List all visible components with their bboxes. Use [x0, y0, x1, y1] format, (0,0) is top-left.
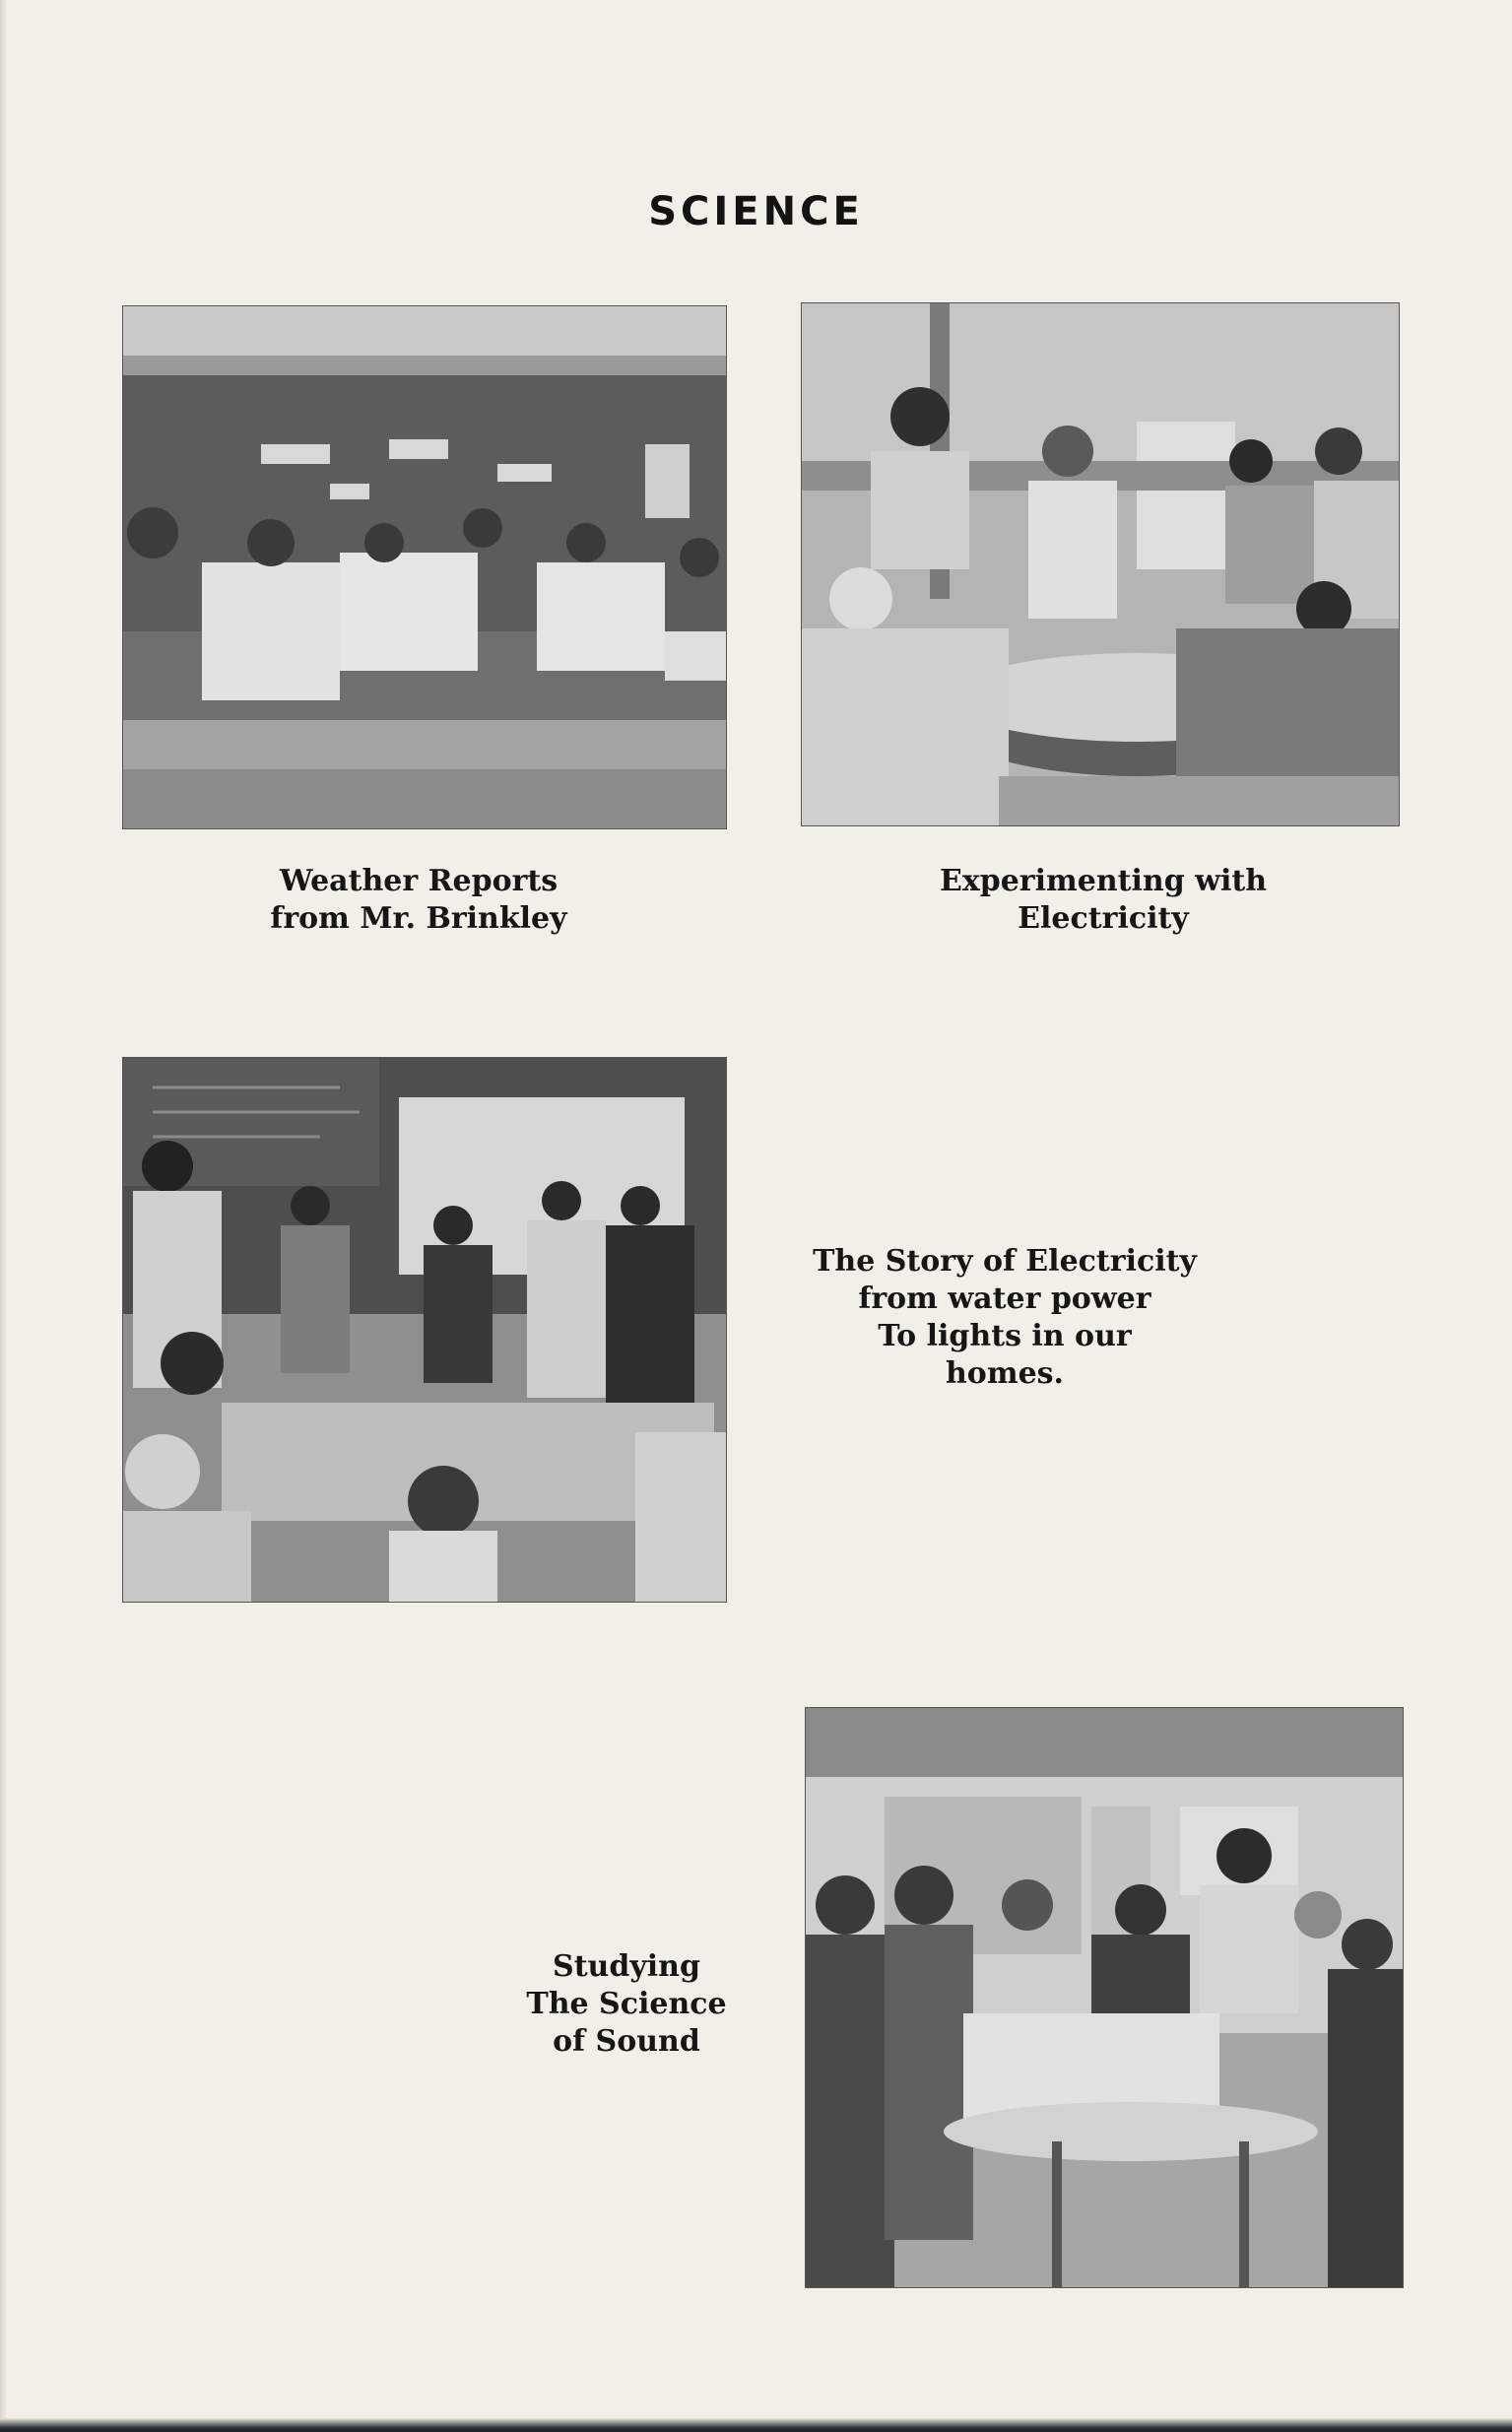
page-title: SCIENCE: [648, 189, 864, 234]
story-of-electricity-caption: The Story of Electricity from water power To lights in our homes.: [813, 1244, 1197, 1391]
story-of-electricity-photo: [123, 1058, 726, 1602]
weather-reports-caption: Weather Reports from Mr. Brinkley: [270, 864, 567, 936]
electricity-experiment-caption: Experimenting with Electricity: [939, 864, 1268, 936]
electricity-experiment-image: [802, 303, 1399, 825]
weather-reports-photo: [123, 306, 726, 828]
page-binding-edge: [0, 0, 8, 2432]
weather-reports-image: [123, 306, 726, 828]
page-bottom-edge: [0, 2418, 1512, 2432]
science-of-sound-image: [806, 1708, 1403, 2287]
science-of-sound-photo: [806, 1708, 1403, 2287]
story-of-electricity-image: [123, 1058, 726, 1602]
science-of-sound-caption: Studying The Science of Sound: [526, 1949, 727, 2059]
electricity-experiment-photo: [802, 303, 1399, 825]
